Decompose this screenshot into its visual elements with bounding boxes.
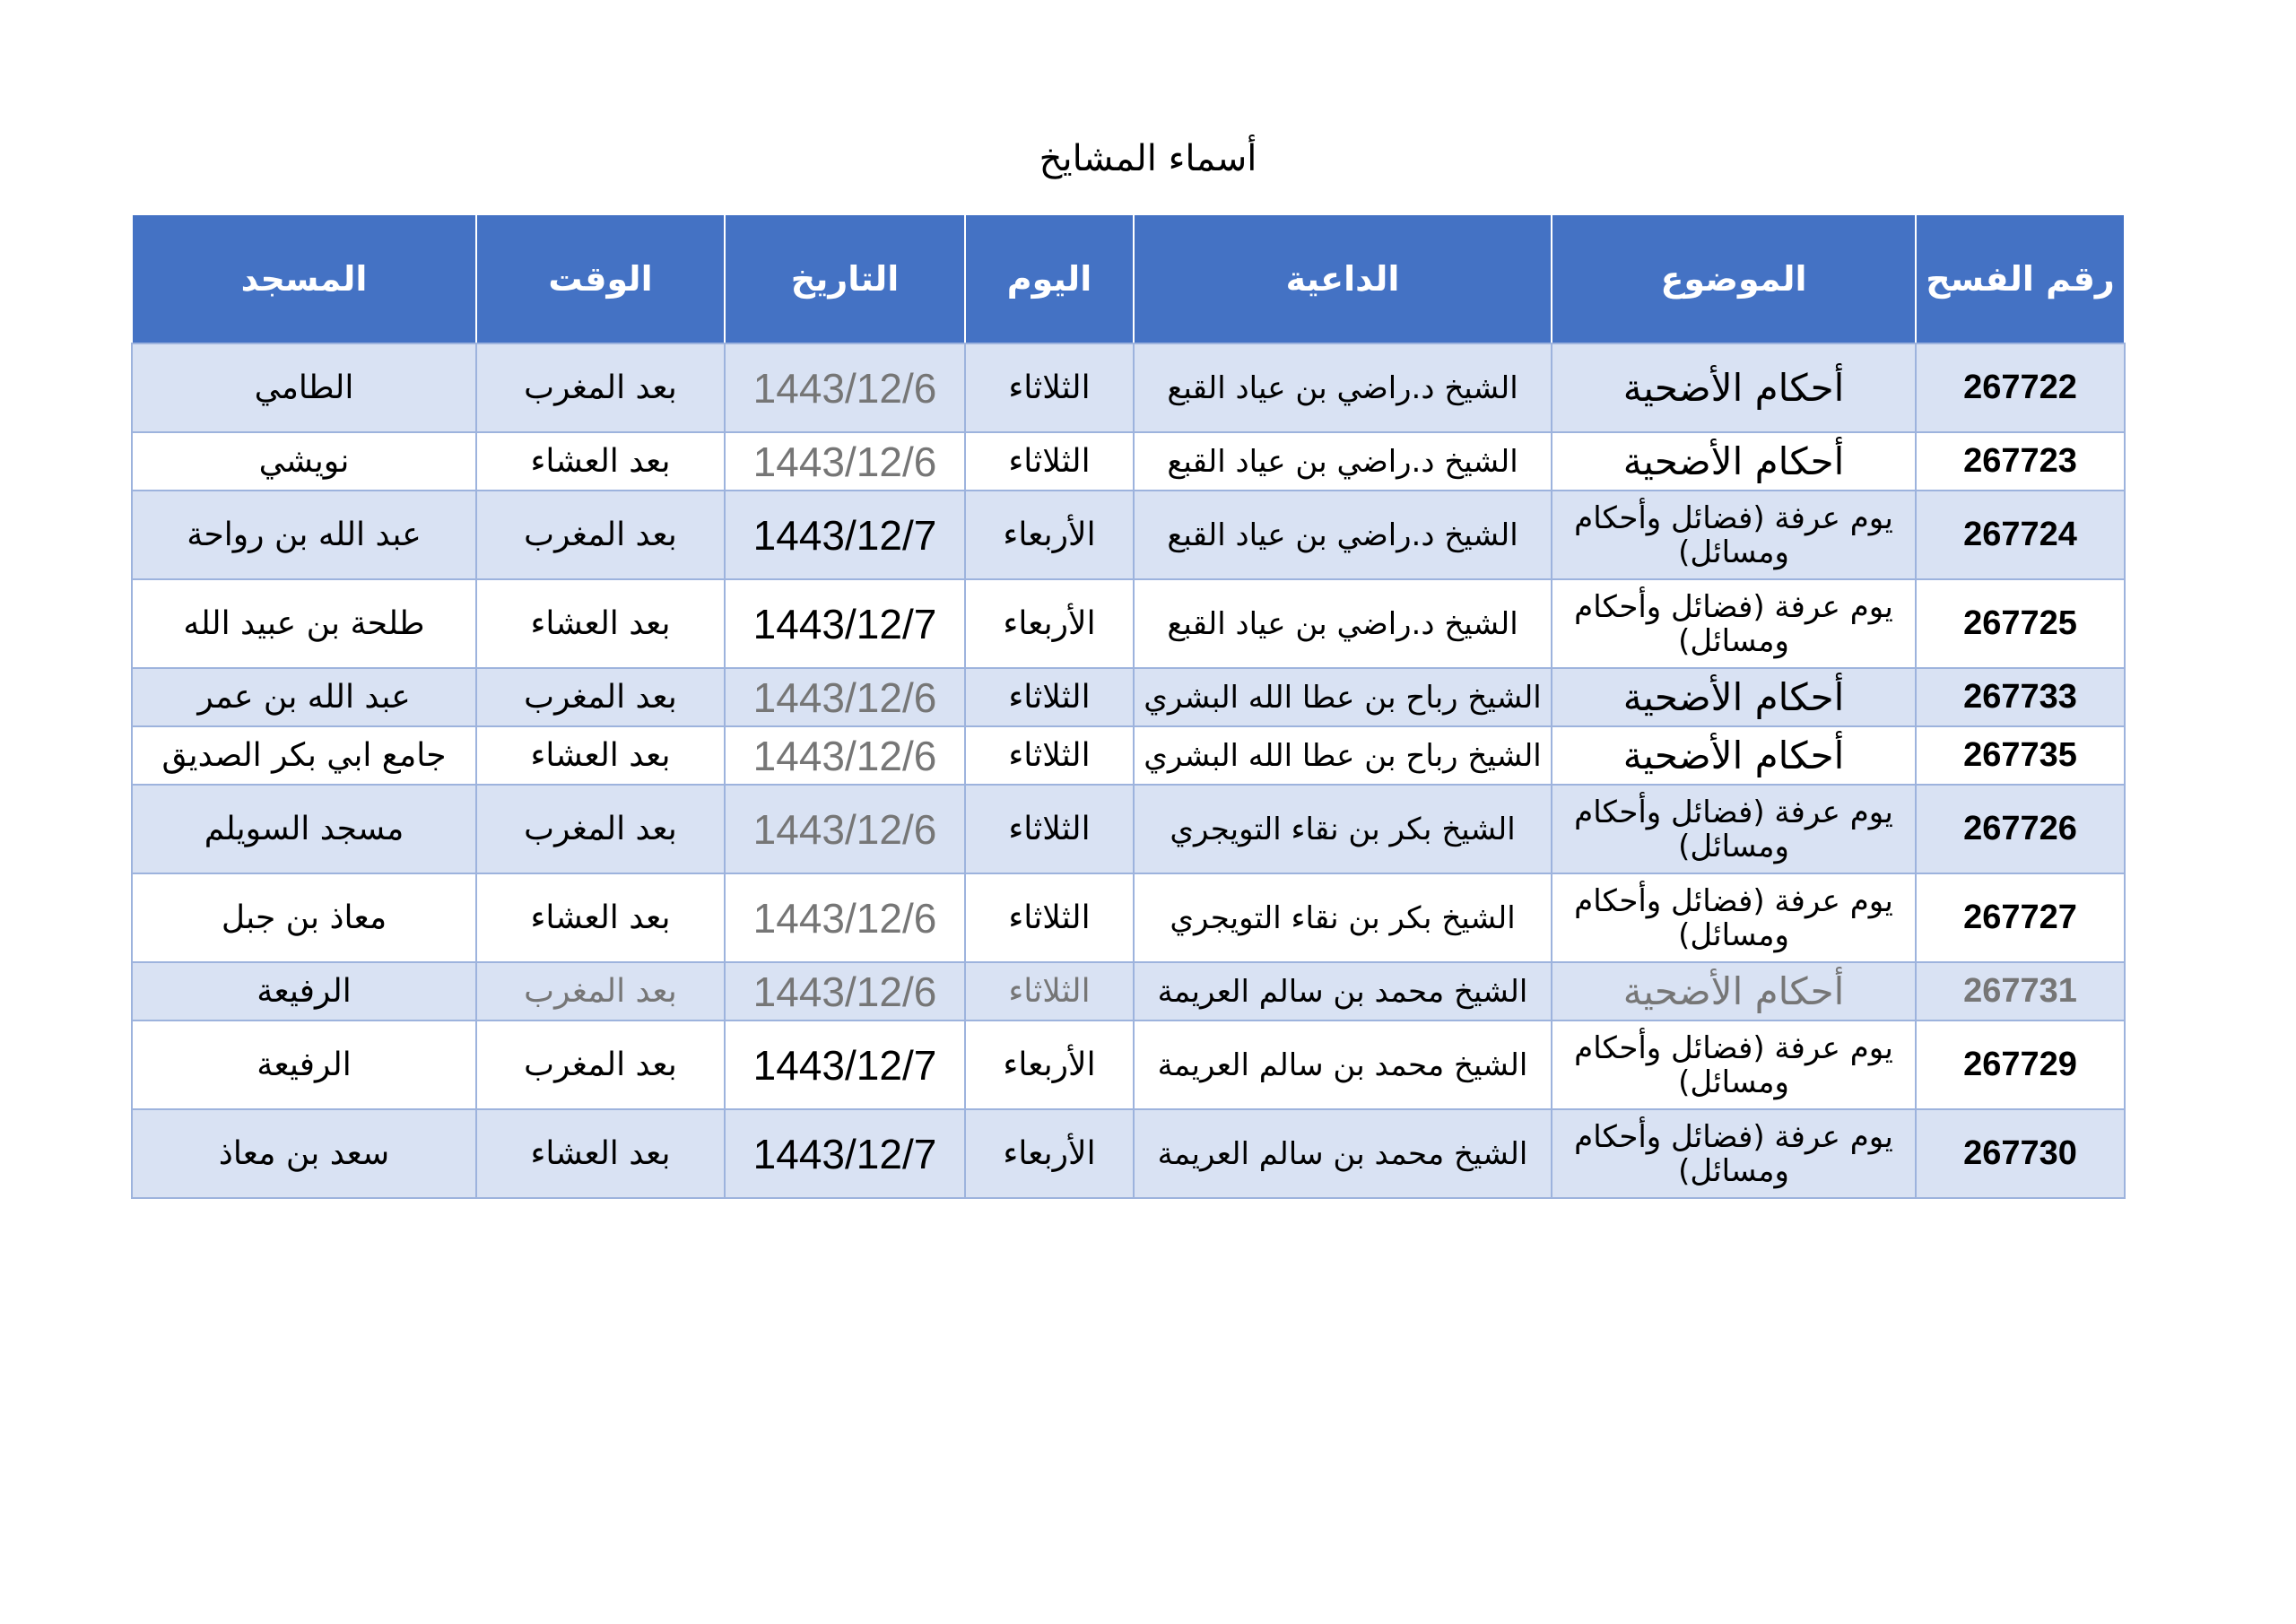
time-cell: بعد المغرب bbox=[476, 785, 725, 873]
time-cell: بعد المغرب bbox=[476, 1020, 725, 1109]
topic-cell: أحكام الأضحية bbox=[1552, 962, 1916, 1020]
time-cell: بعد العشاء bbox=[476, 726, 725, 785]
date-value: 1443/12/6 bbox=[752, 732, 937, 779]
column-header-date: التاريخ bbox=[725, 214, 965, 343]
table-row bbox=[132, 1020, 2125, 1109]
mosque-cell: الطامي bbox=[132, 343, 476, 432]
table-header-row bbox=[132, 214, 2125, 343]
day-cell: الأربعاء bbox=[965, 1020, 1134, 1109]
table-row bbox=[132, 343, 2125, 432]
day-cell: الثلاثاء bbox=[965, 668, 1134, 726]
schedule-table bbox=[131, 213, 2126, 1199]
topic-cell: يوم عرفة (فضائل وأحكام ومسائل) bbox=[1552, 579, 1916, 668]
preacher-cell: الشيخ محمد بن سالم العريمة bbox=[1134, 962, 1552, 1020]
table-row bbox=[132, 726, 2125, 785]
day-cell: الأربعاء bbox=[965, 1109, 1134, 1198]
preacher-cell: الشيخ محمد بن سالم العريمة bbox=[1134, 1020, 1552, 1109]
date-value: 1443/12/6 bbox=[752, 438, 937, 485]
date-cell bbox=[725, 668, 965, 726]
day-cell: الثلاثاء bbox=[965, 873, 1134, 962]
date-cell bbox=[725, 432, 965, 491]
permit-number-cell: 267725 bbox=[1916, 579, 2125, 668]
mosque-cell: عبد الله بن عمر bbox=[132, 668, 476, 726]
permit-number-cell: 267726 bbox=[1916, 785, 2125, 873]
permit-number-cell: 267730 bbox=[1916, 1109, 2125, 1198]
permit-number-cell: 267733 bbox=[1916, 668, 2125, 726]
date-cell bbox=[725, 1109, 965, 1198]
permit-number-cell: 267722 bbox=[1916, 343, 2125, 432]
day-cell: الأربعاء bbox=[965, 579, 1134, 668]
date-cell bbox=[725, 579, 965, 668]
preacher-cell: الشيخ محمد بن سالم العريمة bbox=[1134, 1109, 1552, 1198]
time-cell: بعد العشاء bbox=[476, 432, 725, 491]
mosque-cell: الرفيعة bbox=[132, 1020, 476, 1109]
topic-cell: أحكام الأضحية bbox=[1552, 726, 1916, 785]
time-cell: بعد العشاء bbox=[476, 579, 725, 668]
page-title: أسماء المشايخ bbox=[1039, 138, 1257, 179]
date-cell bbox=[725, 962, 965, 1020]
date-cell bbox=[725, 343, 965, 432]
time-cell: بعد المغرب bbox=[476, 962, 725, 1020]
date-value: 1443/12/6 bbox=[752, 805, 937, 853]
column-header-mosque: المسجد bbox=[132, 214, 476, 343]
table-row bbox=[132, 491, 2125, 579]
permit-number-cell: 267724 bbox=[1916, 491, 2125, 579]
column-header-preacher: الداعية bbox=[1134, 214, 1552, 343]
date-value: 1443/12/6 bbox=[752, 968, 937, 1015]
table-row bbox=[132, 785, 2125, 873]
table-row bbox=[132, 962, 2125, 1020]
table-row bbox=[132, 1109, 2125, 1198]
topic-cell: يوم عرفة (فضائل وأحكام ومسائل) bbox=[1552, 785, 1916, 873]
permit-number-cell: 267729 bbox=[1916, 1020, 2125, 1109]
mosque-cell: مسجد السويلم bbox=[132, 785, 476, 873]
day-cell: الأربعاء bbox=[965, 491, 1134, 579]
topic-cell: أحكام الأضحية bbox=[1552, 668, 1916, 726]
mosque-cell: نويشي bbox=[132, 432, 476, 491]
mosque-cell: جامع ابي بكر الصديق bbox=[132, 726, 476, 785]
time-cell: بعد المغرب bbox=[476, 491, 725, 579]
date-cell bbox=[725, 491, 965, 579]
day-cell: الثلاثاء bbox=[965, 962, 1134, 1020]
preacher-cell: الشيخ د.راضي بن عياد القبع bbox=[1134, 432, 1552, 491]
time-cell: بعد العشاء bbox=[476, 1109, 725, 1198]
table-row bbox=[132, 873, 2125, 962]
preacher-cell: الشيخ رباح بن عطا الله البشري bbox=[1134, 726, 1552, 785]
topic-cell: أحكام الأضحية bbox=[1552, 343, 1916, 432]
date-cell bbox=[725, 1020, 965, 1109]
preacher-cell: الشيخ رباح بن عطا الله البشري bbox=[1134, 668, 1552, 726]
date-cell bbox=[725, 785, 965, 873]
date-value: 1443/12/7 bbox=[752, 511, 937, 559]
permit-number-cell: 267735 bbox=[1916, 726, 2125, 785]
preacher-cell: الشيخ بكر بن نقاء التويجري bbox=[1134, 873, 1552, 962]
date-value: 1443/12/7 bbox=[752, 1041, 937, 1089]
mosque-cell: معاذ بن جبل bbox=[132, 873, 476, 962]
permit-number-cell: 267731 bbox=[1916, 962, 2125, 1020]
preacher-cell: الشيخ د.راضي بن عياد القبع bbox=[1134, 579, 1552, 668]
topic-cell: يوم عرفة (فضائل وأحكام ومسائل) bbox=[1552, 873, 1916, 962]
table-row bbox=[132, 579, 2125, 668]
topic-cell: يوم عرفة (فضائل وأحكام ومسائل) bbox=[1552, 491, 1916, 579]
column-header-time: الوقت bbox=[476, 214, 725, 343]
topic-cell: يوم عرفة (فضائل وأحكام ومسائل) bbox=[1552, 1020, 1916, 1109]
table-row bbox=[132, 432, 2125, 491]
permit-number-cell: 267723 bbox=[1916, 432, 2125, 491]
date-cell bbox=[725, 726, 965, 785]
permit-number-cell: 267727 bbox=[1916, 873, 2125, 962]
mosque-cell: سعد بن معاذ bbox=[132, 1109, 476, 1198]
preacher-cell: الشيخ د.راضي بن عياد القبع bbox=[1134, 343, 1552, 432]
date-cell bbox=[725, 873, 965, 962]
day-cell: الثلاثاء bbox=[965, 785, 1134, 873]
time-cell: بعد المغرب bbox=[476, 343, 725, 432]
column-header-number: رقم الفسح bbox=[1916, 214, 2125, 343]
date-value: 1443/12/7 bbox=[752, 600, 937, 647]
preacher-cell: الشيخ بكر بن نقاء التويجري bbox=[1134, 785, 1552, 873]
mosque-cell: طلحة بن عبيد الله bbox=[132, 579, 476, 668]
date-value: 1443/12/6 bbox=[752, 673, 937, 721]
date-value: 1443/12/7 bbox=[752, 1130, 937, 1177]
column-header-day: اليوم bbox=[965, 214, 1134, 343]
mosque-cell: عبد الله بن رواحة bbox=[132, 491, 476, 579]
topic-cell: أحكام الأضحية bbox=[1552, 432, 1916, 491]
time-cell: بعد المغرب bbox=[476, 668, 725, 726]
topic-cell: يوم عرفة (فضائل وأحكام ومسائل) bbox=[1552, 1109, 1916, 1198]
time-cell: بعد العشاء bbox=[476, 873, 725, 962]
day-cell: الثلاثاء bbox=[965, 726, 1134, 785]
preacher-cell: الشيخ د.راضي بن عياد القبع bbox=[1134, 491, 1552, 579]
date-value: 1443/12/6 bbox=[752, 364, 937, 412]
column-header-topic: الموضوع bbox=[1552, 214, 1916, 343]
day-cell: الثلاثاء bbox=[965, 343, 1134, 432]
table-row bbox=[132, 668, 2125, 726]
mosque-cell: الرفيعة bbox=[132, 962, 476, 1020]
date-value: 1443/12/6 bbox=[752, 894, 937, 942]
day-cell: الثلاثاء bbox=[965, 432, 1134, 491]
